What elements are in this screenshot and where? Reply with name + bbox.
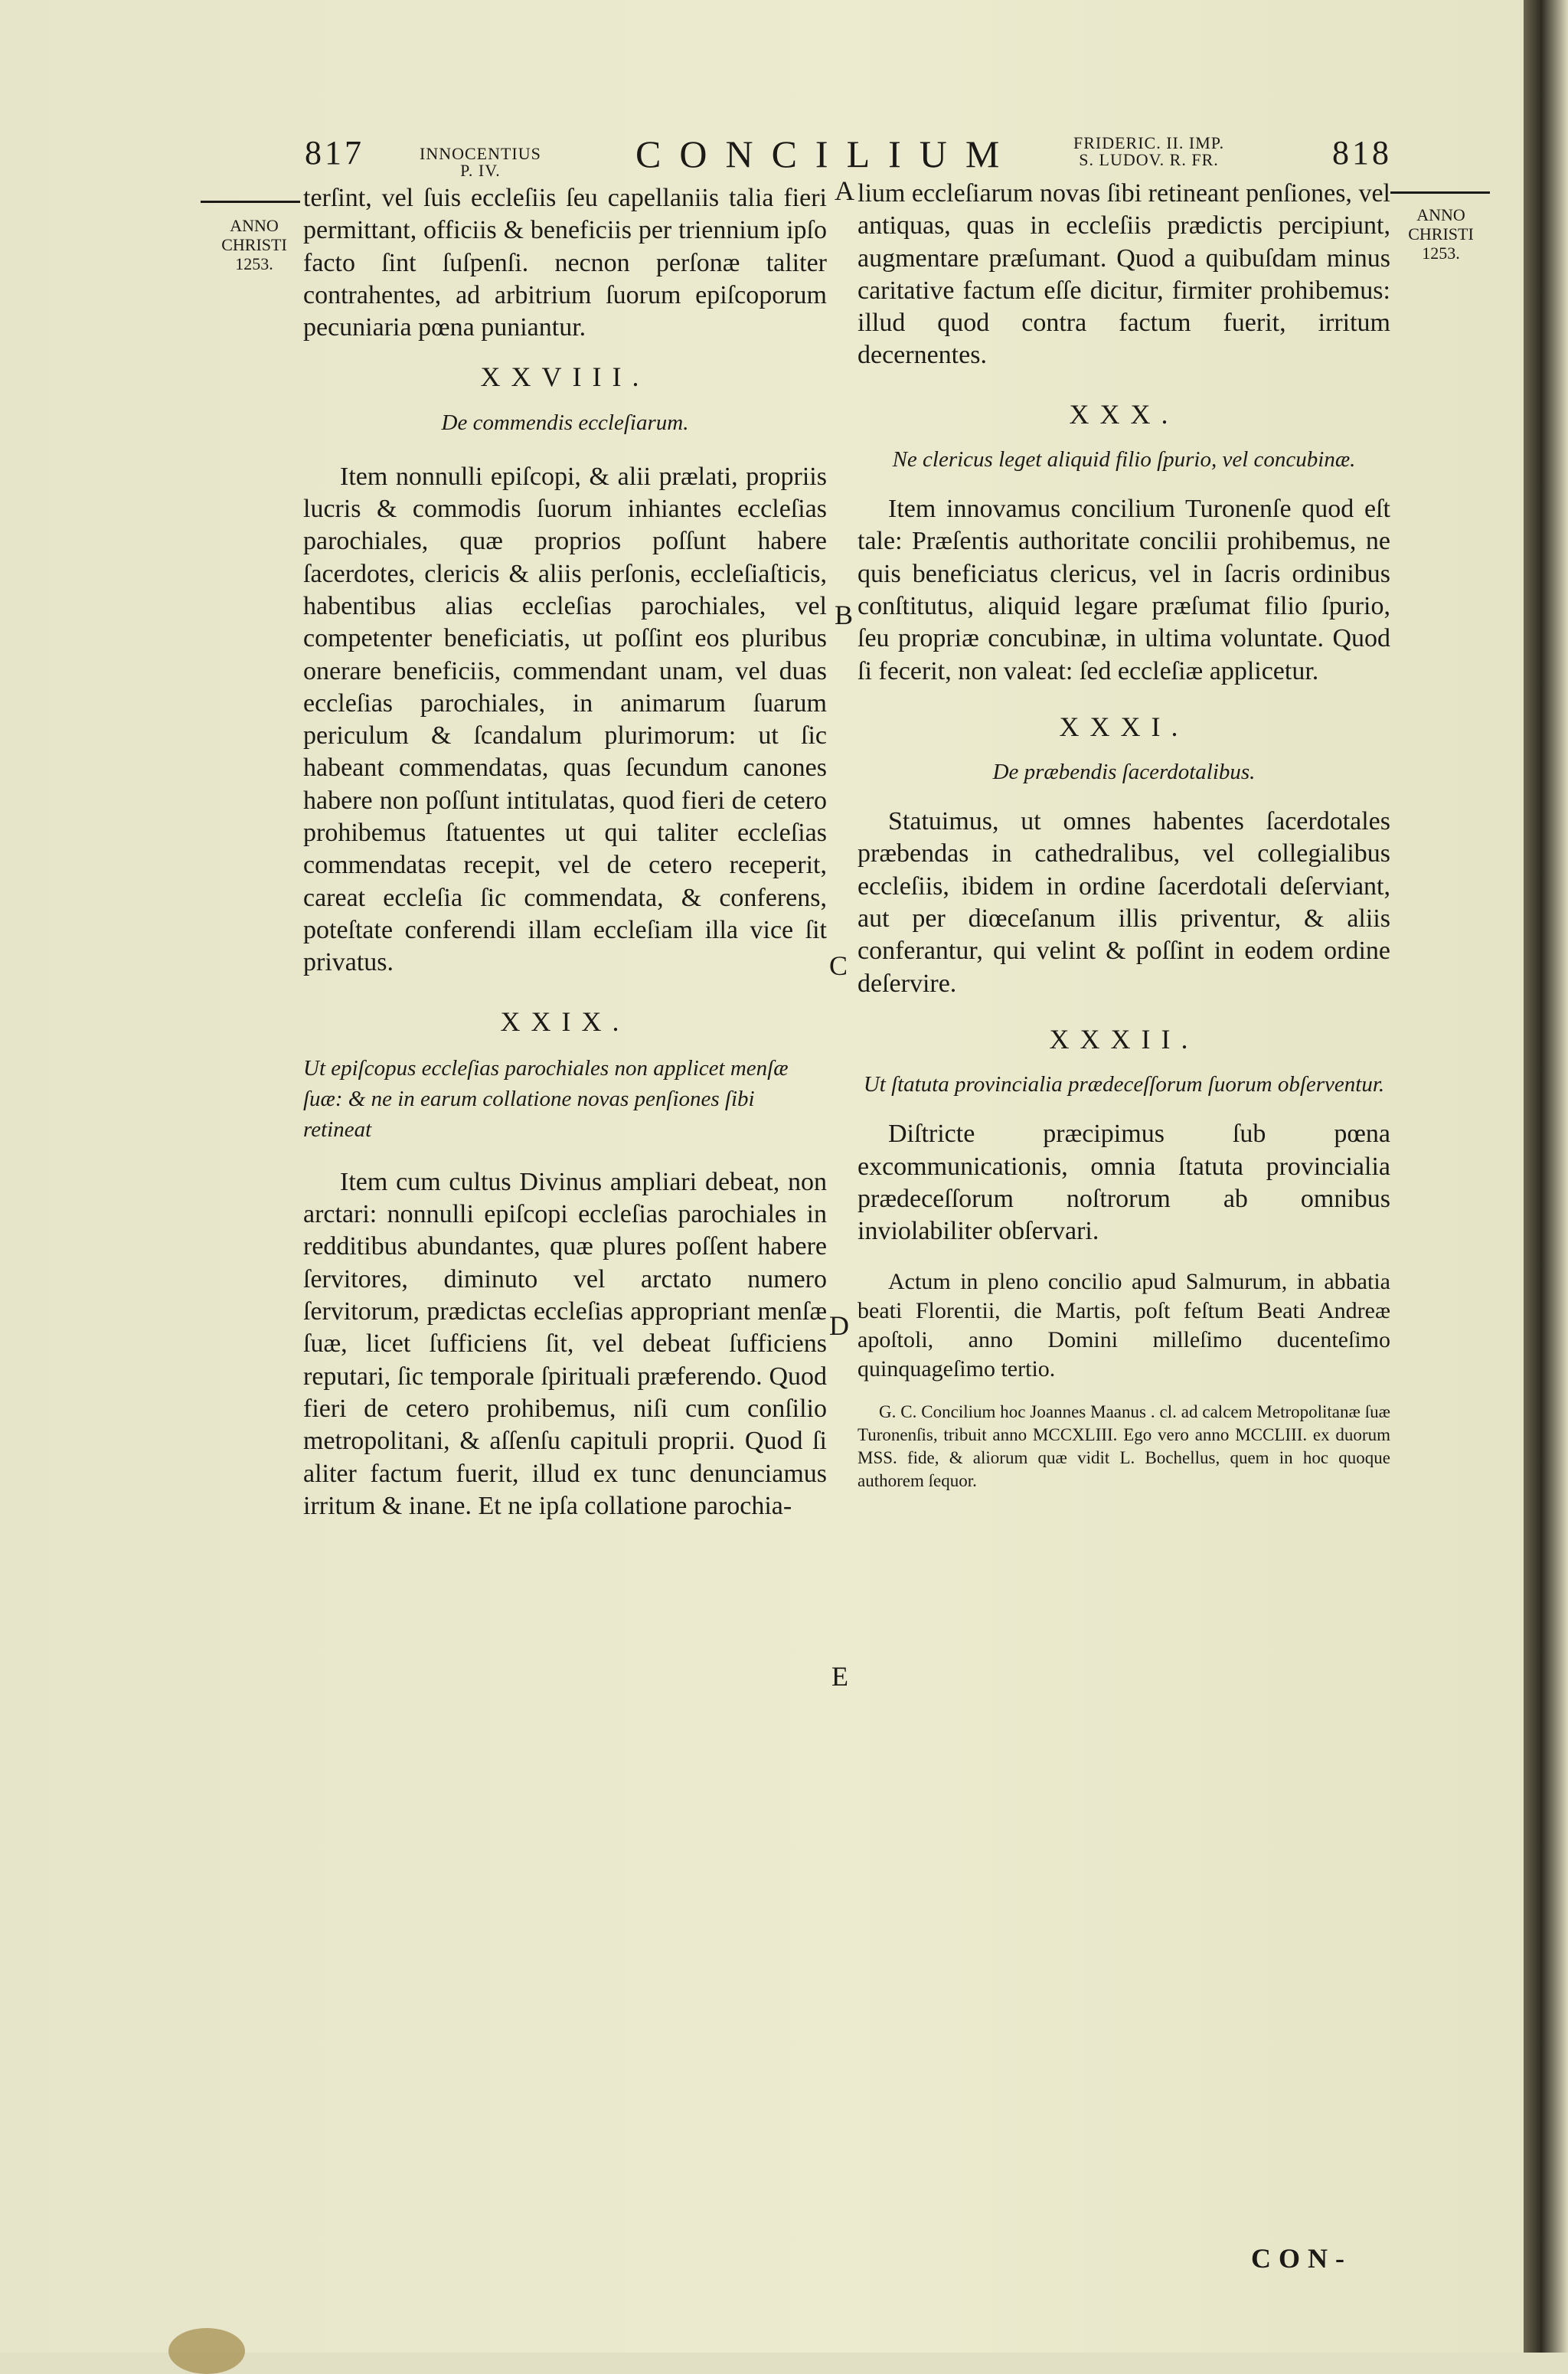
right-column	[858, 178, 1390, 1493]
chapter-title-32: Ut ſtatuta provincialia prædeceſſorum ſuorum obſerventur.	[863, 1072, 1385, 1097]
page-number-left: 817	[305, 134, 364, 172]
chapter-title-28: De commendis eccleſiarum.	[441, 410, 689, 435]
actum-text: Actum in pleno concilio apud Salmurum, in abbatia beati Florentii, die Martis, poſt feſtum Beati Andreæ apoſtoli, anno Domini milleſimo ducenteſimo quinquageſimo tertio.	[858, 1269, 1390, 1382]
chapter-number-31: XXXI.	[1059, 711, 1189, 742]
chapter-text-29: Item cum cultus Divinus ampliari debeat, non arctari: nonnulli epiſcopi eccleſias parochiales in redditibus abundantes, quæ plures poſſent habere ſervitores, diminuto vel arctato numero ſervitorum, prædictas eccleſias appropriant menſæ ſuæ, licet ſufficiens ſit, vel debeat ſufficiens reputari, ſic temporale ſpirituali præferendo. Quod fieri de cetero prohibemus, niſi cum conſilio metropolitani, & aſſenſu capituli proprii. Quod ſi aliter factum fuerit, illud ex tunc denunciamus irritum & inane. Et ne ipſa collatione parochia-	[303, 1167, 827, 1520]
margin-year-left	[208, 216, 300, 273]
margin-left-line2: CHRISTI	[221, 235, 287, 254]
section-letter-c: C	[829, 950, 848, 981]
page-stain	[168, 2328, 245, 2374]
section-letter-d: D	[829, 1310, 849, 1341]
margin-right-line2: CHRISTI	[1408, 224, 1474, 244]
running-head-left	[420, 146, 541, 179]
chapter-number-32: XXXII.	[1049, 1023, 1199, 1055]
margin-right-line1: ANNO	[1416, 205, 1465, 224]
editorial-note: G. C. Concilium hoc Joannes Maanus . cl. ad calcem Metropolitanæ ſuæ Turonenſis, tribuit anno MCCXLIII. Ego vero anno MCCLIII. ex duorum MSS. fide, & aliorum quæ vidit L. Bochellus, quem in hoc quoque authorem ſequor.	[858, 1402, 1390, 1491]
chapter-text-28: Item nonnulli epiſcopi, & alii prælati, propriis lucris & commodis ſuorum inhiantes eccleſias parochiales, quæ proprios poſſunt habere ſacerdotes, clericis & aliis perſonis, eccleſiaſticis, habentibus alias eccleſias parochiales, vel competenter beneficiatis, ut poſſint eos pluribus onerare beneficiis, commendant unam, vel duas eccleſias parochiales, in animarum ſuarum periculum & ſcandalum plurimorum: ut ſic habeant commendatas, quas ſecundum canones habere non poſſunt intitulatas, quod fieri de cetero prohibemus ſtatuentes ut qui taliter eccleſias commendatas recepit, vel de cetero receperit, careat eccleſia ſic commendata, & conferens, poteſtate conferendi illam eccleſiam illa vice ſit privatus.	[303, 462, 827, 977]
running-head-right-line2: S. LUDOV. R. FR.	[1079, 150, 1219, 169]
catchword: CON-	[1251, 2243, 1352, 2274]
left-column	[303, 182, 827, 1522]
chapter-text-30: Item innovamus concilium Turonenſe quod eſt tale: Præſentis authoritate concilii prohibemus, ne quis beneficiatus clericus, vel in ſacris ordinibus conſtitutus, aliquid legare præſumat filio ſpurio, ſeu propriæ concubinæ, in ultima voluntate. Quod ſi fecerit, non valeat: ſed eccleſiæ applicetur.	[858, 495, 1390, 685]
margin-right-line3: 1253.	[1422, 244, 1460, 263]
page-title: CONCILIUM	[635, 132, 1018, 175]
chapter-number-28: XXVIII.	[480, 361, 650, 393]
margin-rule-left	[201, 201, 300, 203]
left-intro-text: terſint, vel ſuis eccleſiis ſeu capellaniis talia fieri permittant, officiis & beneficiis per triennium ipſo facto ſint ſuſpenſi. necnon perſonæ taliter contrahentes, ad arbitrium ſuorum epiſcoporum pecuniaria pœna puniantur.	[303, 184, 827, 342]
running-head-left-line1: INNOCENTIUS	[420, 144, 541, 163]
running-head-right-line1: FRIDERIC. II. IMP.	[1073, 133, 1225, 152]
chapter-title-29: Ut epiſcopus eccleſias parochiales non applicet menſæ ſuæ: & ne in earum collatione novas penſiones ſibi retineat	[303, 1055, 789, 1142]
margin-left-line3: 1253.	[235, 254, 273, 273]
section-letter-b: B	[835, 600, 854, 630]
margin-rule-right	[1390, 191, 1490, 194]
chapter-title-31: De præbendis ſacerdotalibus.	[992, 760, 1256, 785]
section-letter-a: A	[835, 175, 854, 206]
chapter-number-30: XXX.	[1069, 398, 1179, 430]
margin-year-right	[1395, 205, 1487, 263]
running-head-right	[1073, 135, 1224, 168]
chapter-text-32: Diſtricte præcipimus ſub pœna excommunicationis, omnia ſtatuta provincialia prædeceſſorum noſtrorum ab omnibus inviolabiliter obſervari.	[858, 1120, 1390, 1246]
chapter-title-30: Ne clericus leget aliquid filio ſpurio, vel concubinæ.	[892, 447, 1356, 473]
chapter-number-29: XXIX.	[500, 1006, 630, 1037]
right-intro-text: lium eccleſiarum novas ſibi retineant penſiones, vel antiquas, quas in eccleſiis prædictis percipiunt, augmentare præſumant. Quod a quibuſdam minus caritative factum eſſe dicitur, firmiter prohibemus: illud quod contra factum fuerit, irritum decernentes.	[858, 179, 1390, 370]
chapter-text-31: Statuimus, ut omnes habentes ſacerdotales præbendas in cathedralibus, vel collegialibus eccleſiis, ibidem in ordine ſacerdotali deſerviant, aut per diœceſanum illis priventur, & aliis conferantur, qui velint & poſſint in eodem ordine deſervire.	[858, 807, 1390, 998]
book-gutter	[1524, 0, 1568, 2353]
running-head-left-line2: P. IV.	[460, 161, 501, 180]
margin-left-line1: ANNO	[230, 216, 279, 235]
page-number-right: 818	[1332, 134, 1392, 172]
section-letter-e: E	[831, 1661, 848, 1692]
